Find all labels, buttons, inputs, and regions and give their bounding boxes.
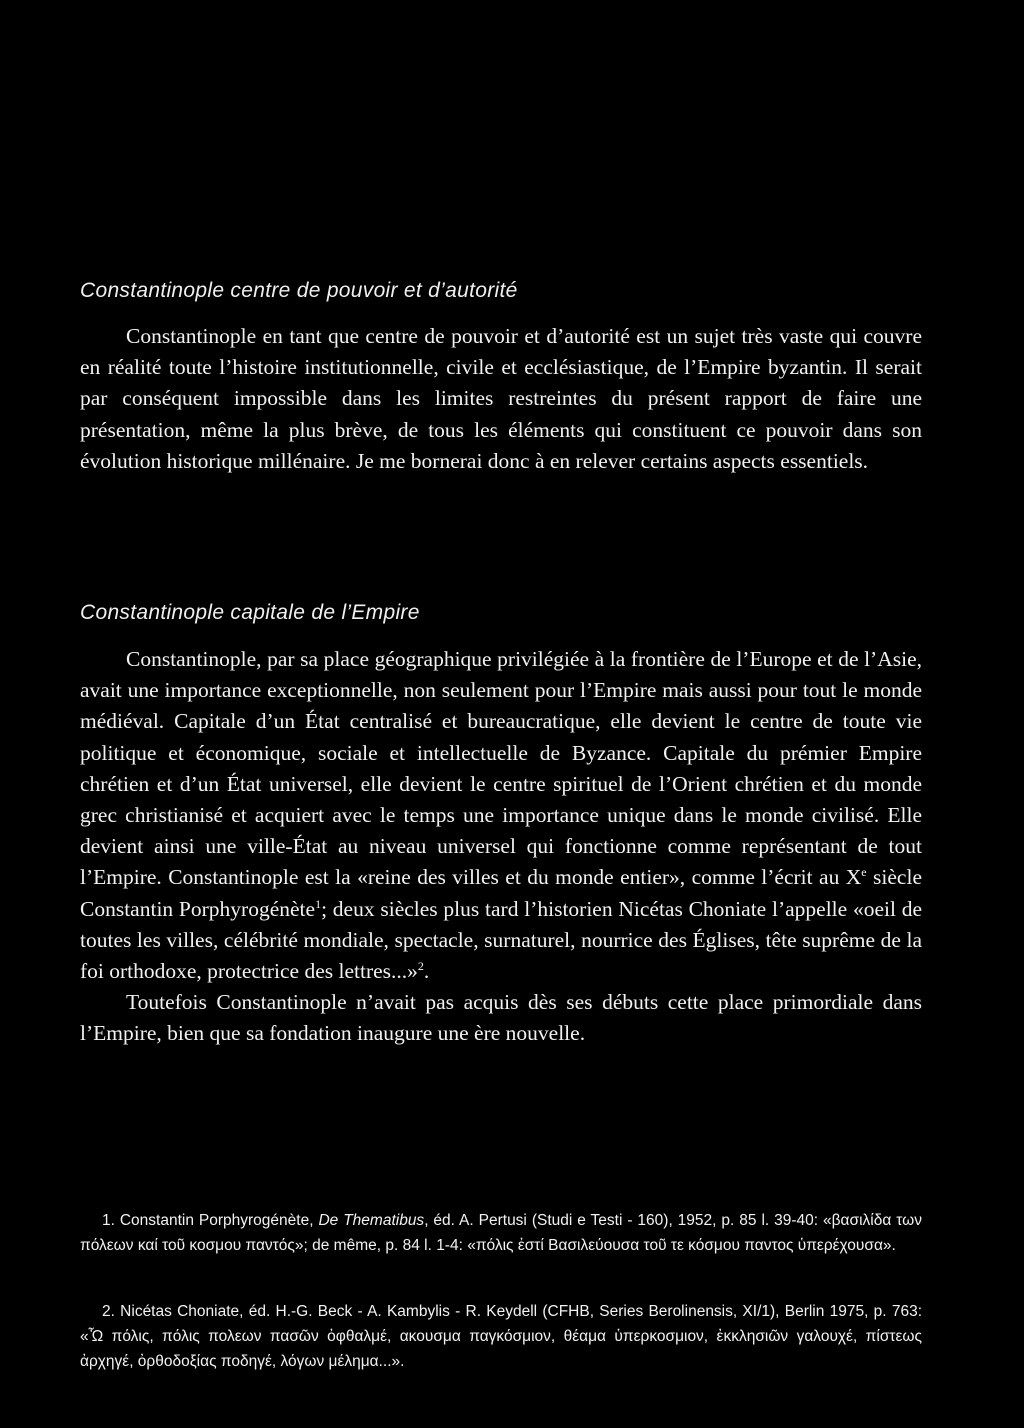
section-heading-capitale: Constantinople capitale de l’Empire (80, 601, 420, 624)
text-run: Constantinople, par sa place géographique privilégiée à la frontière de l’Europe et de l’Asie, avait une importance exceptionnelle, non seulement pour l’Empire mais aussi pour tout le monde médiéval. Capitale d’un État centralisé et bureaucratique, elle devient le centre de toute vie politique et économique, sociale et intellectuelle de Byzance. Capitale du prémier Empire chrétien et d’un État universel, elle devient le centre spirituel de l’Orient chrétien et du monde grec christianisé et acquiert avec le temps une importance unique dans le monde civilisé. Elle devient ainsi une ville-État au niveau universel qui fonctionne comme représentant de tout l’Empire. Constantinople est la «reine des villes et du monde entier», comme l’écrit au X (80, 647, 922, 890)
section-body-capitale (80, 644, 922, 1050)
text-run: ; deux siècles plus tard l’historien Nicétas Choniate l’appelle «oeil de toutes les villes, célébrité mondiale, spectacle, surnaturel, nourrice des Églises, tête suprême de la foi orthodoxe, protectrice des lettres...» (80, 896, 922, 984)
paragraph (80, 644, 922, 987)
work-title: De Thematibus (318, 1212, 425, 1229)
footnote-2 (80, 1299, 922, 1374)
footnote-text (80, 1208, 922, 1258)
paragraph: Toutefois Constantinople n’avait pas acquis dès ses débuts cette place primordiale dans l’Empire, bien que sa fondation inaugure une ère nouvelle. (80, 990, 922, 1046)
footnote-ref-2[interactable]: 2 (417, 958, 424, 973)
section-body-pouvoir (80, 321, 922, 477)
text-run: siècle Constantin Porphyrogénète (80, 865, 922, 921)
text-run: 1. Constantin Porphyrogénète, (102, 1212, 319, 1229)
section-heading-pouvoir: Constantinople centre de pouvoir et d’autorité (80, 279, 518, 302)
text-run: . (423, 959, 430, 984)
text-run: , éd. A. Pertusi (Studi e Testi - 160), 1952, p. 85 l. 39-40: «βασιλίδα των πόλεων καί τοῦ κοσμου παντός»; de même, p. 84 l. 1-4: «πόλις ἐστί Βασιλεύουσα τοῦ τε κόσμου παντος ὑπερέχουσα». (80, 1212, 922, 1254)
paragraph: Constantinople en tant que centre de pouvoir et d’autorité est un sujet très vaste qui couvre en réalité toute l’histoire institutionnelle, civile et ecclésiastique, de l’Empire byzantin. Il serait par conséquent impossible dans les limites restreintes du présent rapport de faire une présentation, même la plus brève, de tous les éléments qui constituent ce pouvoir dans son évolution historique millénaire. Je me bornerai donc à en relever certains aspects essentiels. (80, 324, 922, 473)
century-superscript: e (861, 865, 867, 880)
footnote-ref-1[interactable]: 1 (315, 896, 322, 911)
footnote-1 (80, 1208, 922, 1258)
footnote-text: 2. Nicétas Choniate, éd. H.-G. Beck - A. Kambylis - R. Keydell (CFHB, Series Berolinensis, XI/1), Berlin 1975, p. 763: «Ὦ πόλις, πόλις πολεων πασῶν ὀφθαλμέ, ακουσμα παγκόσμιον, θέαμα ὑπερκοσμιον, ἐκκλησιῶν γαλουχέ, πίστεως ἀρχηγέ, ὀρθοδοξίας ποδηγέ, λόγων μέλημα...». (80, 1303, 922, 1370)
